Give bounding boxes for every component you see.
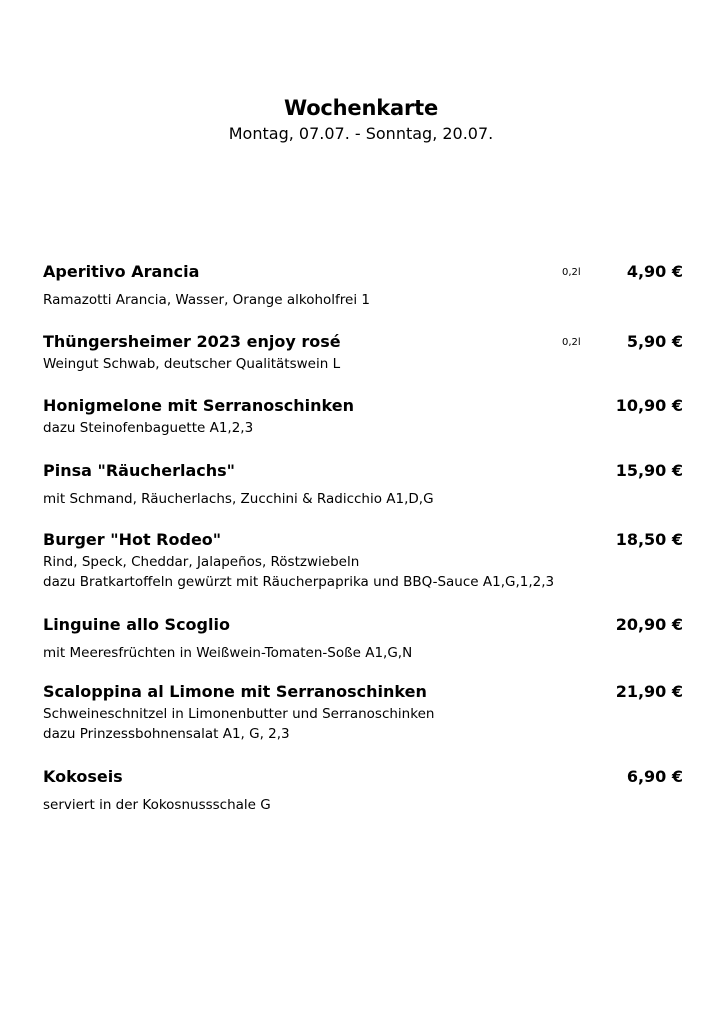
item-description: Weingut Schwab, deutscher Qualitätswein L [43,356,341,372]
item-price: 6,90 € [626,767,683,786]
item-price: 21,90 € [615,682,683,701]
item-price: 15,90 € [615,461,683,480]
item-name: Burger "Hot Rodeo" [43,530,222,549]
item-description: serviert in der Kokosnussschale G [43,797,271,813]
menu-item [43,262,683,310]
item-description: mit Schmand, Räucherlachs, Zucchini & Radicchio A1,D,G [43,491,434,507]
date-range: Montag, 07.07. - Sonntag, 20.07. [228,124,494,143]
item-description: mit Meeresfrüchten in Weißwein-Tomaten-Soße A1,G,N [43,645,413,661]
item-description: Schweineschnitzel in Limonenbutter und Serranoschinken [43,706,435,722]
page-title: Wochenkarte [283,96,438,120]
item-price: 5,90 € [626,332,683,351]
item-description-line: dazu Prinzessbohnensalat A1, G, 2,3 [43,726,290,742]
item-size: 0,2l [562,267,581,278]
item-size: 0,2l [562,337,581,348]
item-description-line: dazu Bratkartoffeln gewürzt mit Räucherpaprika und BBQ-Sauce A1,G,1,2,3 [43,574,555,590]
menu-item [43,767,683,815]
item-description: Rind, Speck, Cheddar, Jalapeños, Röstzwiebeln [43,554,360,570]
item-price: 4,90 € [626,262,683,281]
menu-item [43,530,683,592]
menu-item [43,615,683,663]
item-name: Linguine allo Scoglio [43,615,230,634]
item-price: 10,90 € [615,396,683,415]
menu-header [0,96,722,143]
item-name: Scaloppina al Limone mit Serranoschinken [43,682,427,701]
item-price: 18,50 € [615,530,683,549]
menu-item [43,332,683,374]
item-description: dazu Steinofenbaguette A1,2,3 [43,420,254,436]
item-name: Kokoseis [43,767,123,786]
item-name: Pinsa "Räucherlachs" [43,461,235,480]
menu-item [43,682,683,744]
item-description: Ramazotti Arancia, Wasser, Orange alkoholfrei 1 [43,292,370,308]
item-name: Honigmelone mit Serranoschinken [43,396,354,415]
item-name: Aperitivo Arancia [43,262,200,281]
menu-item [43,396,683,438]
item-name: Thüngersheimer 2023 enjoy rosé [43,332,341,351]
item-price: 20,90 € [615,615,683,634]
menu-item [43,461,683,509]
